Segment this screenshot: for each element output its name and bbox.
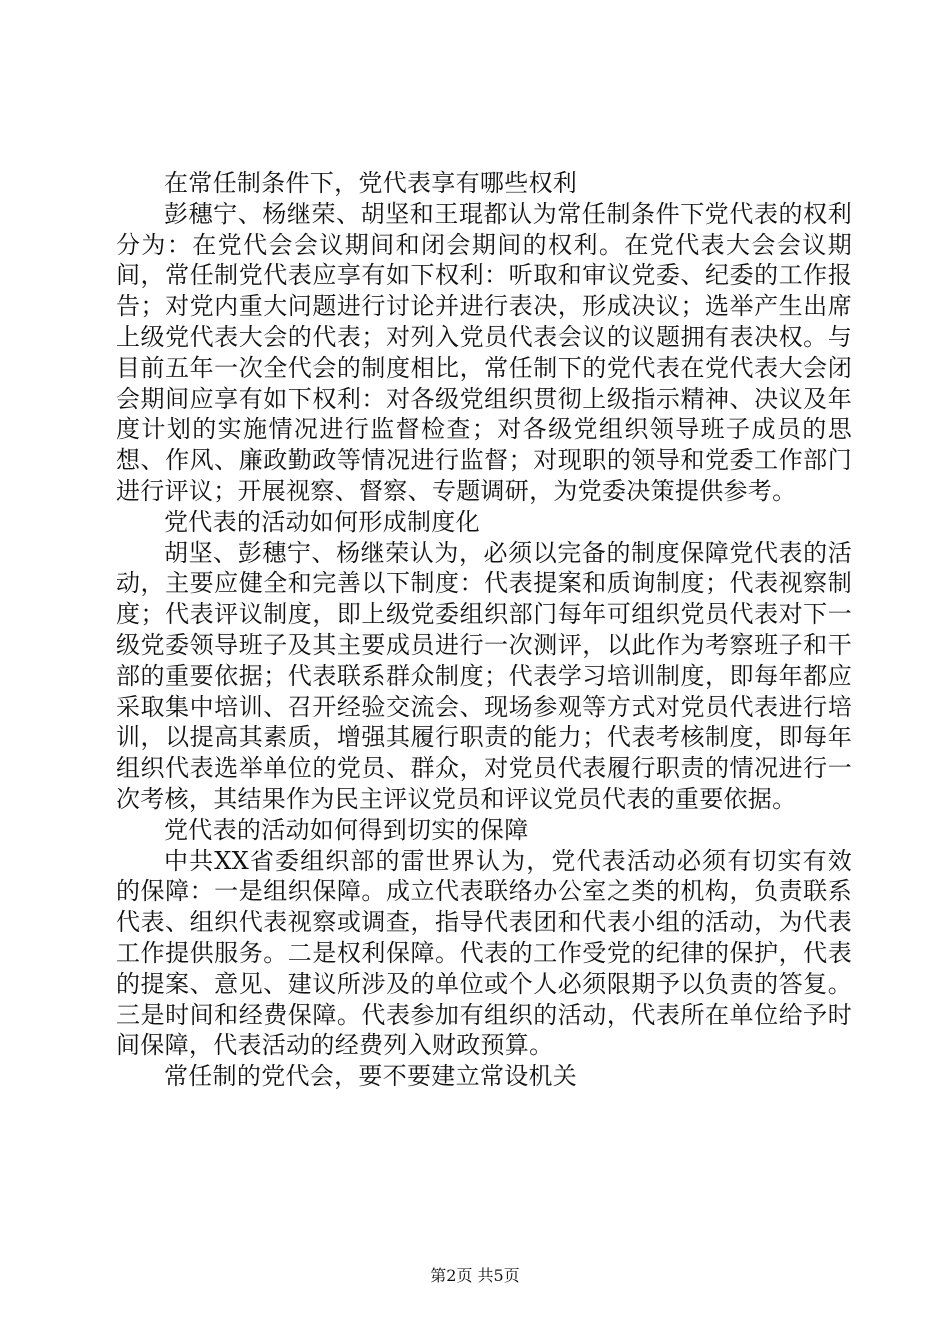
section-heading-institutionalization: 党代表的活动如何形成制度化 xyxy=(164,507,480,536)
section-heading-rights: 在常任制条件下，党代表享有哪些权利 xyxy=(164,169,578,197)
paragraph-guarantee: 中共XX省委组织部的雷世界认为，党代表活动必须有切实有效的保障：一是组织保障。成立代表联络办公室之类的机构，负责联系代表、组织代表视察或调查，指导代表团和代表小组的活动，为代表工作提供服务。二是权利保障。代表的工作受党的纪律的保护，代表的提案、意见、建议所涉及的单位或个人必须限期予以负责的答复。三是时间和经费保障。代表参加有组织的活动，代表所在单位给予时间保障，代表活动的经费列入财政预算。 xyxy=(116,846,852,1060)
page-number-footer: 第2页 共5页 xyxy=(430,1266,520,1285)
paragraph-rights: 彭穗宁、杨继荣、胡坚和王琨都认为常任制条件下党代表的权利分为：在党代会会议期间和闭会期间的权利。在党代表大会会议期间，常任制党代表应享有如下权利：听取和审议党委、纪委的工作报告；对党内重大问题进行讨论并进行表决，形成决议；选举产生出席上级党代表大会的代表；对列入党员代表会议的议题拥有表决权。与目前五年一次全代会的制度相比，常任制下的党代表在党代表大会闭会期间应享有如下权利：对各级党组织贯彻上级指示精神、决议及年度计划的实施情况进行监督检查；对各级党组织领导班子成员的思想、作风、廉政勤政等情况进行监督；对现职的领导和党委工作部门进行评议；开展视察、督察、专题调研，为党委决策提供参考。 xyxy=(116,199,852,505)
paragraph-institutionalization: 胡坚、彭穗宁、杨继荣认为，必须以完备的制度保障党代表的活动，主要应健全和完善以下制度：代表提案和质询制度；代表视察制度；代表评议制度，即上级党委组织部门每年可组织党员代表对下一级党委领导班子及其主要成员进行一次测评，以此作为考察班子和干部的重要依据；代表联系群众制度；代表学习培训制度，即每年都应采取集中培训、召开经验交流会、现场参观等方式对党员代表进行培训，以提高其素质，增强其履行职责的能力；代表考核制度，即每年组织代表选举单位的党员、群众，对党员代表履行职责的情况进行一次考核，其结果作为民主评议党员和评议党员代表的重要依据。 xyxy=(116,538,852,813)
section-heading-standing-body: 常任制的党代会，要不要建立常设机关 xyxy=(164,1062,578,1091)
section-heading-guarantee: 党代表的活动如何得到切实的保障 xyxy=(164,815,529,844)
document-body xyxy=(116,168,852,1092)
